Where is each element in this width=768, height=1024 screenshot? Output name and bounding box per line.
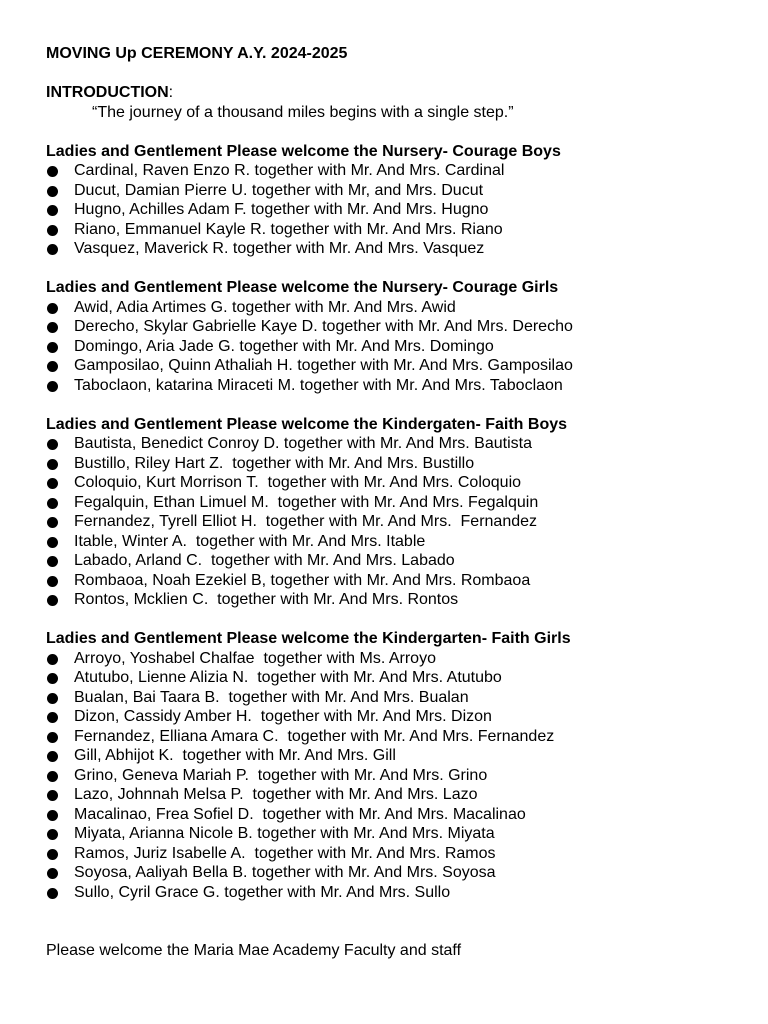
introduction-quote: “The journey of a thousand miles begins with a single step.” [92, 103, 514, 121]
list-item: Ramos, Juriz Isabelle A. together with Mr. And Mrs. Ramos [46, 844, 746, 864]
list-item: Arroyo, Yoshabel Chalfae together with Ms. Arroyo [46, 649, 746, 669]
list-item: Fernandez, Elliana Amara C. together with Mr. And Mrs. Fernandez [46, 727, 746, 747]
introduction-label: INTRODUCTION [46, 84, 169, 101]
introduction-colon: : [168, 84, 174, 101]
list-item: Atutubo, Lienne Alizia N. together with Mr. And Mrs. Atutubo [46, 668, 746, 688]
list-item: Ducut, Damian Pierre U. together with Mr, and Mrs. Ducut [46, 181, 746, 201]
student-list [46, 649, 746, 903]
list-item: Labado, Arland C. together with Mr. And Mrs. Labado [46, 551, 746, 571]
list-item: Itable, Winter A. together with Mr. And Mrs. Itable [46, 532, 746, 552]
section-heading: Ladies and Gentlement Please welcome the Kindergarten- Faith Girls [46, 630, 571, 647]
list-item: Macalinao, Frea Sofiel D. together with Mr. And Mrs. Macalinao [46, 805, 746, 825]
list-item: Sullo, Cyril Grace G. together with Mr. And Mrs. Sullo [46, 883, 746, 903]
list-item: Hugno, Achilles Adam F. together with Mr. And Mrs. Hugno [46, 200, 746, 220]
list-item: Miyata, Arianna Nicole B. together with Mr. And Mrs. Miyata [46, 824, 746, 844]
section-heading: Ladies and Gentlement Please welcome the Nursery- Courage Boys [46, 142, 561, 160]
spacer [46, 259, 746, 279]
list-item: Rombaoa, Noah Ezekiel B, together with Mr. And Mrs. Rombaoa [46, 571, 746, 591]
section-heading: Ladies and Gentlement Please welcome the Nursery- Courage Girls [46, 279, 559, 296]
list-item: Rontos, Mcklien C. together with Mr. And Mrs. Rontos [46, 590, 746, 610]
introduction-heading [46, 83, 746, 103]
list-item: Bautista, Benedict Conroy D. together with Mr. And Mrs. Bautista [46, 434, 746, 454]
list-item: Lazo, Johnnah Melsa P. together with Mr. And Mrs. Lazo [46, 785, 746, 805]
spacer [46, 902, 746, 922]
section-heading: Ladies and Gentlement Please welcome the Kindergaten- Faith Boys [46, 415, 568, 433]
student-list [46, 298, 746, 396]
student-list [46, 434, 746, 610]
list-item: Grino, Geneva Mariah P. together with Mr. And Mrs. Grino [46, 766, 746, 786]
document-title: MOVING Up CEREMONY A.Y. 2024-2025 [46, 45, 348, 62]
list-item: Gill, Abhijot K. together with Mr. And Mrs. Gill [46, 746, 746, 766]
list-item: Domingo, Aria Jade G. together with Mr. And Mrs. Domingo [46, 337, 746, 357]
list-item: Soyosa, Aaliyah Bella B. together with Mr. And Mrs. Soyosa [46, 863, 746, 883]
spacer [46, 922, 746, 942]
list-item: Awid, Adia Artimes G. together with Mr. And Mrs. Awid [46, 298, 746, 318]
spacer [46, 64, 746, 84]
list-item: Bualan, Bai Taara B. together with Mr. And Mrs. Bualan [46, 688, 746, 708]
sections-container [46, 142, 746, 903]
list-item: Dizon, Cassidy Amber H. together with Mr. And Mrs. Dizon [46, 707, 746, 727]
spacer [46, 610, 746, 630]
list-item: Gamposilao, Quinn Athaliah H. together with Mr. And Mrs. Gamposilao [46, 356, 746, 376]
list-item: Cardinal, Raven Enzo R. together with Mr. And Mrs. Cardinal [46, 161, 746, 181]
spacer [46, 395, 746, 415]
list-item: Vasquez, Maverick R. together with Mr. And Mrs. Vasquez [46, 239, 746, 259]
list-item: Bustillo, Riley Hart Z. together with Mr. And Mrs. Bustillo [46, 454, 746, 474]
list-item: Riano, Emmanuel Kayle R. together with Mr. And Mrs. Riano [46, 220, 746, 240]
list-item: Derecho, Skylar Gabrielle Kaye D. together with Mr. And Mrs. Derecho [46, 317, 746, 337]
document-page [46, 44, 746, 961]
list-item: Taboclaon, katarina Miraceti M. together with Mr. And Mrs. Taboclaon [46, 376, 746, 396]
closing-line: Please welcome the Maria Mae Academy Faculty and staff [46, 942, 462, 959]
student-list [46, 161, 746, 259]
list-item: Fernandez, Tyrell Elliot H. together with Mr. And Mrs. Fernandez [46, 512, 746, 532]
list-item: Coloquio, Kurt Morrison T. together with Mr. And Mrs. Coloquio [46, 473, 746, 493]
list-item: Fegalquin, Ethan Limuel M. together with Mr. And Mrs. Fegalquin [46, 493, 746, 513]
spacer [46, 122, 746, 142]
